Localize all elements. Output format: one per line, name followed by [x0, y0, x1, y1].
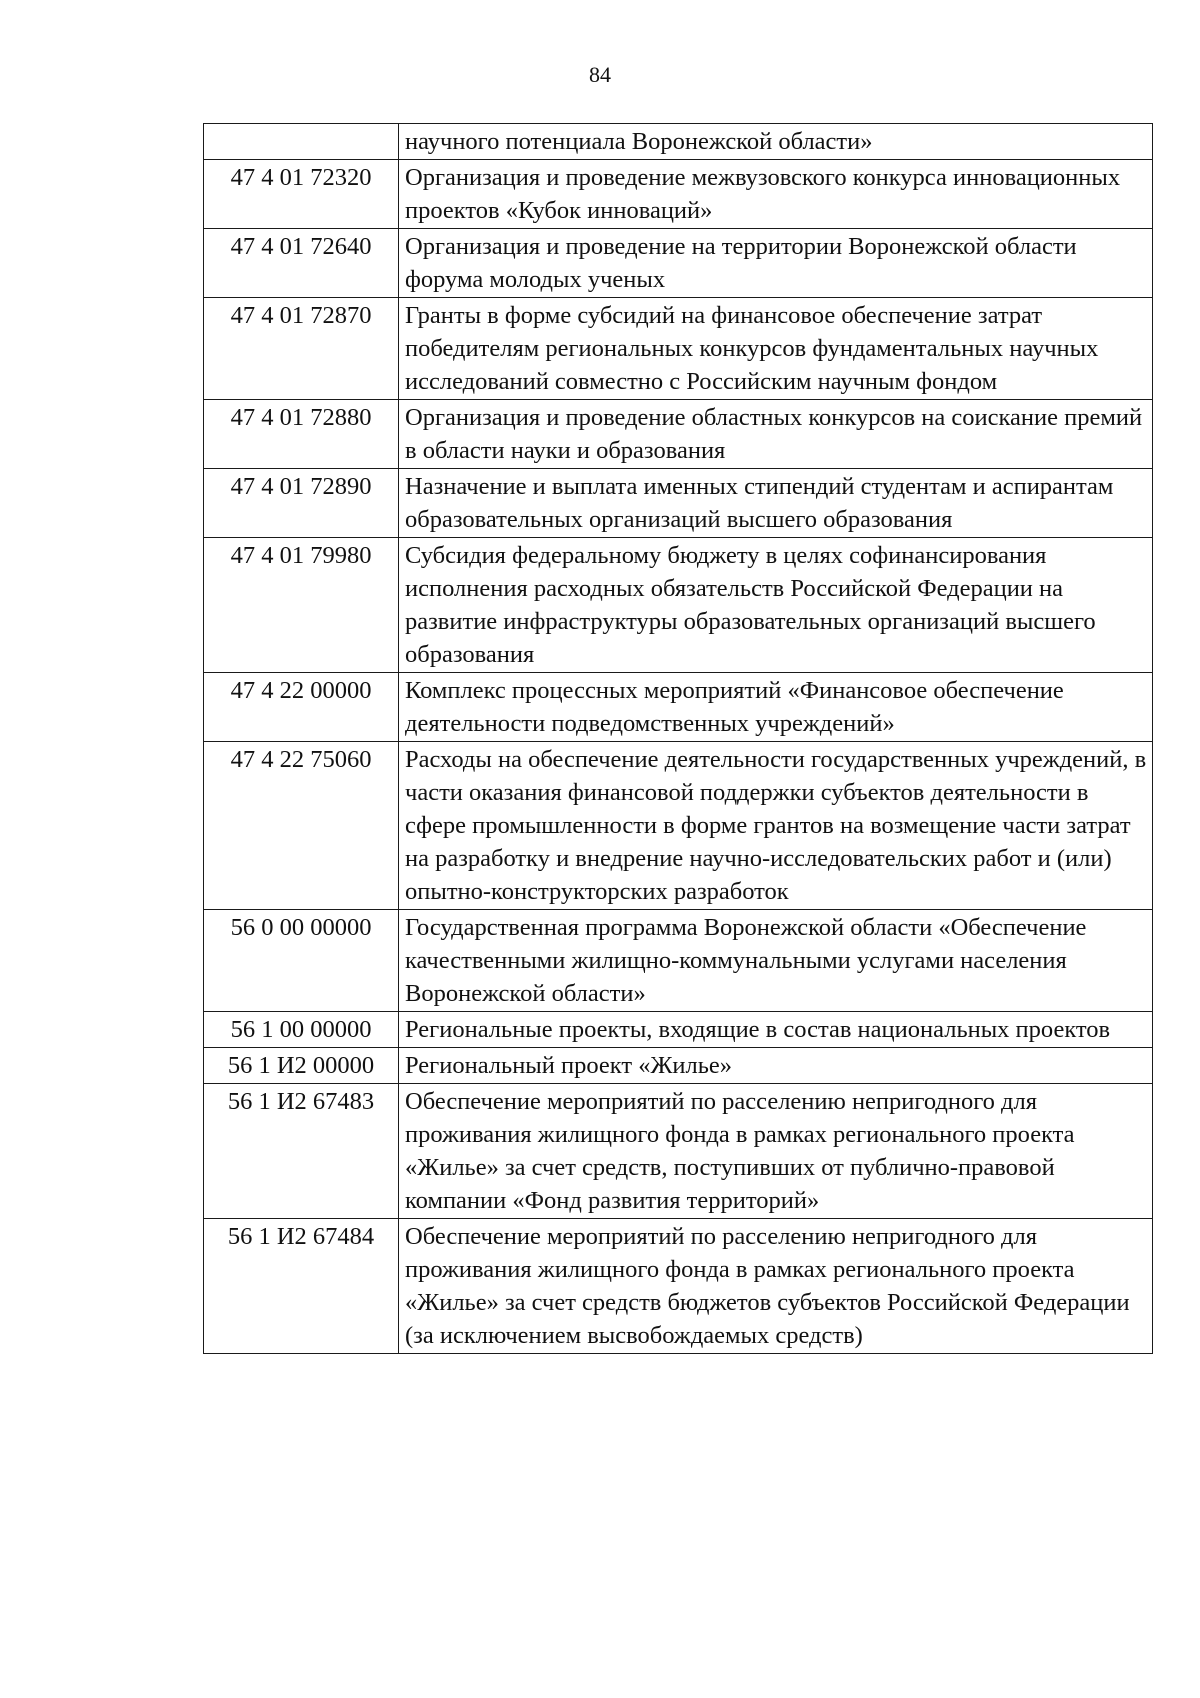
row-description: Организация и проведение на территории Воронежской области форума молодых ученых	[399, 229, 1153, 298]
row-code: 56 1 И2 67484	[204, 1219, 399, 1354]
row-description: Комплекс процессных мероприятий «Финансовое обеспечение деятельности подведомственных учреждений»	[399, 673, 1153, 742]
row-code: 47 4 22 00000	[204, 673, 399, 742]
row-description: Государственная программа Воронежской области «Обеспечение качественными жилищно-коммунальными услугами населения Воронежской области»	[399, 910, 1153, 1012]
table-row	[204, 1012, 1153, 1048]
table-row	[204, 1048, 1153, 1084]
table-body	[204, 124, 1153, 1354]
row-description: Расходы на обеспечение деятельности государственных учреждений, в части оказания финансовой поддержки субъектов деятельности в сфере промышленности в форме грантов на возмещение части затрат на разработку и внедрение научно-исследовательских работ и (или) опытно-конструкторских разработок	[399, 742, 1153, 910]
row-code: 47 4 01 72640	[204, 229, 399, 298]
row-description: Организация и проведение межвузовского конкурса инновационных проектов «Кубок инноваций»	[399, 160, 1153, 229]
row-code: 56 0 00 00000	[204, 910, 399, 1012]
row-description: Региональный проект «Жилье»	[399, 1048, 1153, 1084]
table-row	[204, 124, 1153, 160]
row-code: 47 4 01 79980	[204, 538, 399, 673]
table-row	[204, 1219, 1153, 1354]
table-row	[204, 538, 1153, 673]
row-description: Обеспечение мероприятий по расселению непригодного для проживания жилищного фонда в рамках регионального проекта «Жилье» за счет средств, поступивших от публично-правовой компании «Фонд развития территорий»	[399, 1084, 1153, 1219]
page-number: 84	[589, 62, 611, 87]
table-row	[204, 160, 1153, 229]
row-code: 47 4 01 72890	[204, 469, 399, 538]
row-code: 56 1 00 00000	[204, 1012, 399, 1048]
table-row	[204, 910, 1153, 1012]
table-row	[204, 469, 1153, 538]
table-row	[204, 1084, 1153, 1219]
row-description: Региональные проекты, входящие в состав национальных проектов	[399, 1012, 1153, 1048]
row-code: 56 1 И2 00000	[204, 1048, 399, 1084]
row-description: Назначение и выплата именных стипендий студентам и аспирантам образовательных организаций высшего образования	[399, 469, 1153, 538]
table-row	[204, 229, 1153, 298]
row-description: научного потенциала Воронежской области»	[399, 124, 1153, 160]
row-code: 47 4 01 72880	[204, 400, 399, 469]
row-description: Гранты в форме субсидий на финансовое обеспечение затрат победителям региональных конкурсов фундаментальных научных исследований совместно с Российским научным фондом	[399, 298, 1153, 400]
table-row	[204, 742, 1153, 910]
table-row	[204, 673, 1153, 742]
row-description: Обеспечение мероприятий по расселению непригодного для проживания жилищного фонда в рамках регионального проекта «Жилье» за счет средств бюджетов субъектов Российской Федерации (за исключением высвобождаемых средств)	[399, 1219, 1153, 1354]
row-code	[204, 124, 399, 160]
table-row	[204, 298, 1153, 400]
row-code: 47 4 01 72870	[204, 298, 399, 400]
row-code: 47 4 22 75060	[204, 742, 399, 910]
row-description: Организация и проведение областных конкурсов на соискание премий в области науки и образования	[399, 400, 1153, 469]
budget-code-table	[203, 123, 1153, 1354]
row-description: Субсидия федеральному бюджету в целях софинансирования исполнения расходных обязательств Российской Федерации на развитие инфраструктуры образовательных организаций высшего образования	[399, 538, 1153, 673]
row-code: 56 1 И2 67483	[204, 1084, 399, 1219]
row-code: 47 4 01 72320	[204, 160, 399, 229]
table-row	[204, 400, 1153, 469]
